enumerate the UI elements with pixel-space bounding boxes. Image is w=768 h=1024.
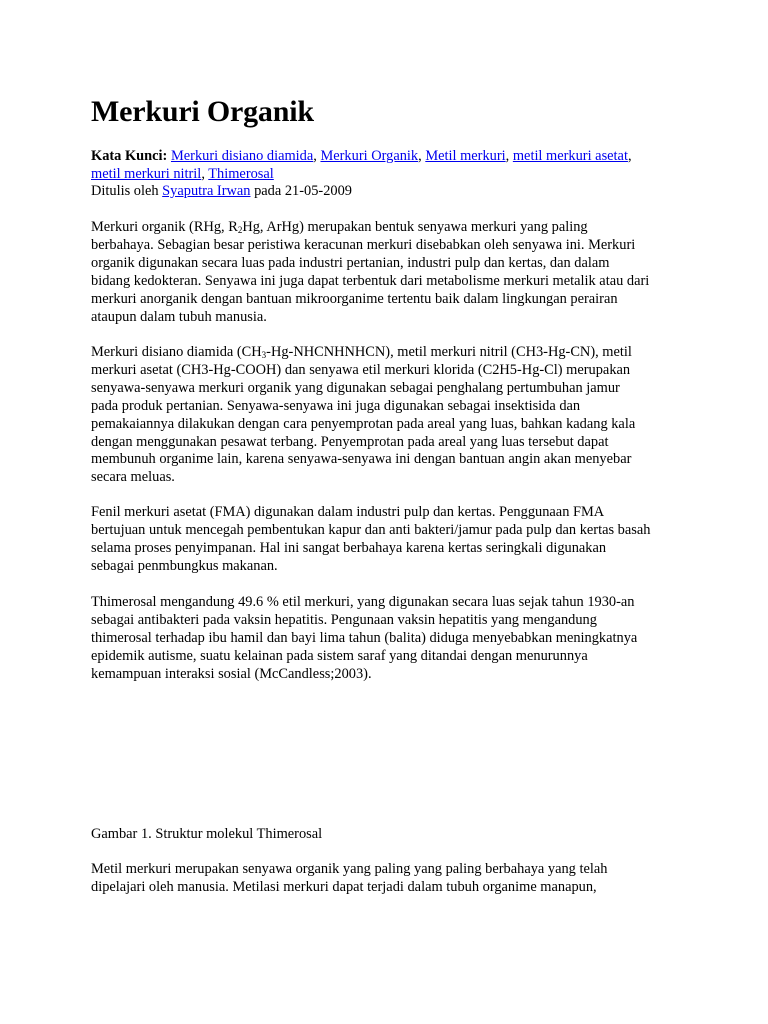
paragraph-3 [91, 504, 691, 576]
paragraph-line: organik digunakan secara luas pada industri pertanian, industri pulp dan kertas, dan dalam [91, 254, 610, 271]
paragraph-line [91, 219, 691, 237]
paragraph-line: Metil merkuri merupakan senyawa organik yang paling yang paling berbahaya yang telah [91, 861, 608, 877]
paragraph-line: dengan menggunakan pesawat terbang. Penyemprotan pada areal yang luas tersebut dapat [91, 433, 609, 450]
text-fragment: Merkuri disiano diamida (CH [91, 344, 262, 360]
page-title: Merkuri Organik [91, 95, 314, 128]
paragraph-line: dipelajari oleh manusia. Metilasi merkuri dapat terjadi dalam tubuh organime manapun, [91, 878, 597, 895]
paragraph-line: secara meluas. [91, 469, 175, 486]
paragraph-line: bidang kedokteran. Senyawa ini juga dapat terbentuk dari metabolisme merkuri metalik atau dari [91, 272, 650, 289]
paragraph-line: epidemik autisme, suatu kelainan pada sistem saraf yang ditandai dengan menurunnya [91, 647, 588, 664]
caption-text: Gambar 1. Struktur molekul Thimerosal [91, 826, 323, 842]
paragraph-1 [91, 219, 691, 326]
paragraph-5 [91, 861, 691, 897]
keywords-line-2: metil merkuri nitril, Thimerosal [91, 165, 274, 182]
keyword-link-thimerosal[interactable]: Thimerosal [208, 165, 274, 182]
author-link[interactable]: Syaputra Irwan [162, 183, 251, 199]
paragraph-2 [91, 344, 691, 487]
paragraph-line: bertujuan untuk mencegah pembentukan kapur dan anti bakteri/jamur pada pulp dan kertas basah [91, 521, 651, 538]
byline-date: pada 21-05-2009 [254, 183, 353, 199]
keyword-link-merkuri-disiano-diamida[interactable]: Merkuri disiano diamida [170, 148, 314, 164]
paragraph-line: pada produk pertanian. Senyawa-senyawa ini juga digunakan sebagai insektisida dan [91, 397, 581, 414]
paragraph-line: berbahaya. Sebagian besar peristiwa keracunan merkuri disebabkan oleh senyawa ini. Merkuri [91, 236, 636, 253]
paragraph-line: ataupun dalam tubuh manusia. [91, 308, 267, 325]
text-fragment: Merkuri organik (RHg, R [91, 219, 238, 235]
text-fragment: Hg, ArHg) merupakan bentuk senyawa merkuri yang paling [242, 219, 588, 235]
paragraph-4 [91, 594, 691, 684]
figure-caption [91, 826, 691, 844]
paragraph-line: Thimerosal mengandung 49.6 % etil merkuri, yang digunakan secara luas sejak tahun 1930-an [91, 594, 635, 610]
paragraph-line [91, 344, 691, 362]
article-meta [91, 148, 691, 201]
paragraph-line: merkuri asetat (CH3-Hg-COOH) dan senyawa etil merkuri klorida (C2H5-Hg-Cl) merupakan [91, 361, 631, 378]
paragraph-line: sebagai antibakteri pada vaksin hepatitis. Pengunaan vaksin hepatitis yang mengandung [91, 611, 597, 628]
paragraph-line: pemakaiannya dilakukan dengan cara penyemprotan pada areal yang luas, bahkan kadang kala [91, 415, 636, 432]
text-fragment: -Hg-NHCNHNHCN), metil merkuri nitril (CH3-Hg-CN), metil [266, 344, 632, 360]
paragraph-line: Fenil merkuri asetat (FMA) digunakan dalam industri pulp dan kertas. Penggunaan FMA [91, 504, 605, 520]
subscript: 3 [261, 350, 267, 360]
byline-prefix: Ditulis oleh [91, 183, 159, 199]
paragraph-line: sebagai penmbungkus makanan. [91, 557, 278, 574]
keyword-link-metil-merkuri-nitril[interactable]: metil merkuri nitril [91, 165, 202, 182]
paragraph-line: senyawa-senyawa merkuri organik yang digunakan sebagai penghalang pertumbuhan jamur [91, 379, 620, 396]
paragraph-line: thimerosal terhadap ibu hamil dan bayi lima tahun (balita) diduga menyebabkan meningkatnya [91, 629, 638, 646]
paragraph-line: membunuh organime lain, karena senyawa-senyawa ini dengan bantuan angin akan menyebar [91, 451, 632, 468]
keywords-label: Kata Kunci: [91, 148, 168, 164]
paragraph-line: kemampuan interaksi sosial (McCandless;2003). [91, 665, 372, 682]
keyword-link-merkuri-organik[interactable]: Merkuri Organik [320, 148, 419, 164]
keyword-link-metil-merkuri-asetat[interactable]: metil merkuri asetat [512, 148, 628, 164]
keyword-link-metil-merkuri[interactable]: Metil merkuri [425, 148, 506, 164]
byline [91, 183, 691, 201]
subscript: 2 [237, 225, 243, 235]
paragraph-line: merkuri anorganik dengan bantuan mikroorganime tertentu baik dalam lingkungan perairan [91, 290, 618, 307]
keywords-line-1: Kata Kunci: Merkuri disiano diamida, Merkuri Organik, Metil merkuri, metil merkuri asetat, [91, 148, 632, 164]
paragraph-line: selama proses penyimpanan. Hal ini sangat berbahaya karena kertas seringkali digunakan [91, 539, 607, 556]
